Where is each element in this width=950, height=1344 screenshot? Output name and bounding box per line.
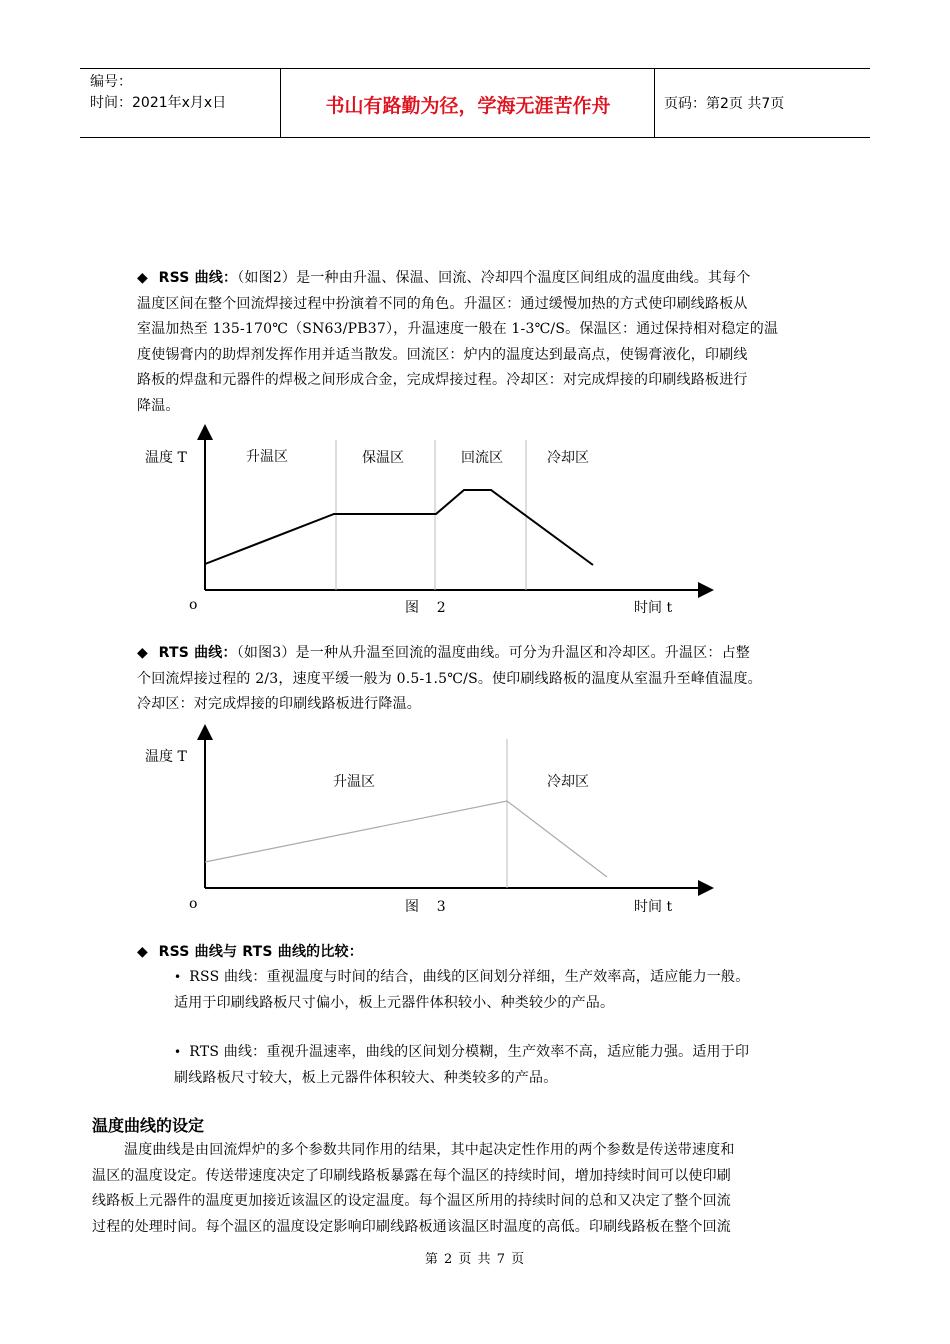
- section-heading: 温度曲线的设定: [92, 1116, 205, 1135]
- fig3-caption: 图 3: [405, 899, 446, 915]
- date-label: 时间：2021年x月x日: [90, 95, 227, 111]
- fig2-zone-label: 回流区: [461, 450, 503, 466]
- rss-line: 温度区间在整个回流焊接过程中扮演着不同的角色。升温区：通过缓慢加热的方式使印刷线路板从: [137, 295, 748, 312]
- fig3-origin: o: [189, 896, 198, 912]
- bullet-icon: •: [174, 1045, 182, 1059]
- comparison-title: [137, 940, 877, 966]
- rss-line: 度使锡膏内的助焊剂发挥作用并适当散发。回流区：炉内的温度达到最高点，使锡膏液化，印刷线: [137, 346, 748, 363]
- comparison-item: [174, 965, 874, 1016]
- fig3-zone-label: 升温区: [333, 774, 375, 790]
- comparison-line: [174, 1040, 874, 1066]
- fig3-zone-label: 冷却区: [547, 774, 589, 790]
- diamond-bullet-icon: ◆: [137, 270, 148, 286]
- setting-line: 温度曲线是由回流焊炉的多个参数共同作用的结果，其中起决定性作用的两个参数是传送带速度和: [124, 1142, 735, 1158]
- fig2-zone-label: 保温区: [362, 450, 404, 466]
- rss-line: 降温。: [137, 397, 180, 414]
- fig3-y-label: 温度 T: [145, 749, 187, 765]
- rss-line: 路板的焊盘和元器件的焊极之间形成合金，完成焊接过程。冷却区：对完成焊接的印刷线路板进行: [137, 372, 748, 389]
- rts-line: 个回流焊接过程的 2/3，速度平缓一般为 0.5-1.5℃/S。使印刷线路板的温度从室温升至峰值温度。: [137, 670, 762, 687]
- rts-text: （如图3）是一种从升温至回流的温度曲线。可分为升温区和冷却区。升温区：占整: [236, 645, 750, 661]
- fig2-origin: o: [189, 597, 198, 613]
- rts-curve: [205, 801, 607, 877]
- setting-line: 线路板上元器件的温度更加接近该温区的设定温度。每个温区所用的持续时间的总和又决定了整个回流: [92, 1193, 731, 1210]
- setting-line: 温区的温度设定。传送带速度决定了印刷线路板暴露在每个温区的持续时间，增加持续时间可以使印刷: [92, 1167, 731, 1184]
- comparison-text: RSS 曲线：重视温度与时间的结合，曲线的区间划分祥细，生产效率高，适应能力一般。: [189, 969, 750, 985]
- number-label: 编号：: [90, 74, 132, 90]
- comparison-title-text: RSS 曲线与 RTS 曲线的比较：: [158, 944, 363, 960]
- rts-line: 冷却区：对完成焊接的印刷线路板进行降温。: [137, 696, 421, 713]
- diamond-bullet-icon: ◆: [137, 645, 148, 661]
- comparison-text: RTS 曲线：重视升温速率，曲线的区间划分模糊，生产效率不高，适应能力强。适用于印: [189, 1044, 750, 1060]
- page-footer: 第 2 页 共 7 页: [424, 1252, 526, 1267]
- fig2-zone-label: 冷却区: [547, 450, 589, 466]
- rss-title: RSS 曲线：: [158, 270, 238, 286]
- rts-title: RTS 曲线：: [158, 645, 237, 661]
- comparison-item: [174, 1040, 874, 1091]
- diamond-bullet-icon: ◆: [137, 944, 148, 960]
- comparison-line: 适用于印刷线路板尺寸偏小，板上元器件体积较小、种类较少的产品。: [174, 994, 615, 1011]
- rss-text: （如图2）是一种由升温、保温、回流、冷却四个温度区间组成的温度曲线。其每个: [237, 270, 751, 286]
- header-motto: 书山有路勤为径，学海无涯苦作舟: [325, 95, 611, 117]
- bullet-icon: •: [174, 970, 182, 984]
- rss-line: 室温加热至 135-170℃（SN63/PB37），升温速度一般在 1-3℃/S。保温区：通过保持相对稳定的温: [137, 321, 779, 338]
- page-counter: 页码：第2页 共7页: [664, 96, 785, 112]
- comparison-line: 刷线路板尺寸较大，板上元器件体积较大、种类较多的产品。: [174, 1069, 558, 1086]
- fig2-y-label: 温度 T: [145, 450, 187, 466]
- fig3-x-label: 时间 t: [634, 899, 673, 915]
- fig2-x-label: 时间 t: [634, 600, 673, 616]
- fig2-zone-label: 升温区: [246, 449, 288, 465]
- comparison-line: [174, 965, 874, 991]
- fig2-caption: 图 2: [405, 600, 446, 616]
- setting-paragraph: [92, 1138, 882, 1240]
- setting-line: 过程的处理时间。每个温区的温度设定影响印刷线路板通该温区时温度的高低。印刷线路板在整个回流: [92, 1218, 731, 1235]
